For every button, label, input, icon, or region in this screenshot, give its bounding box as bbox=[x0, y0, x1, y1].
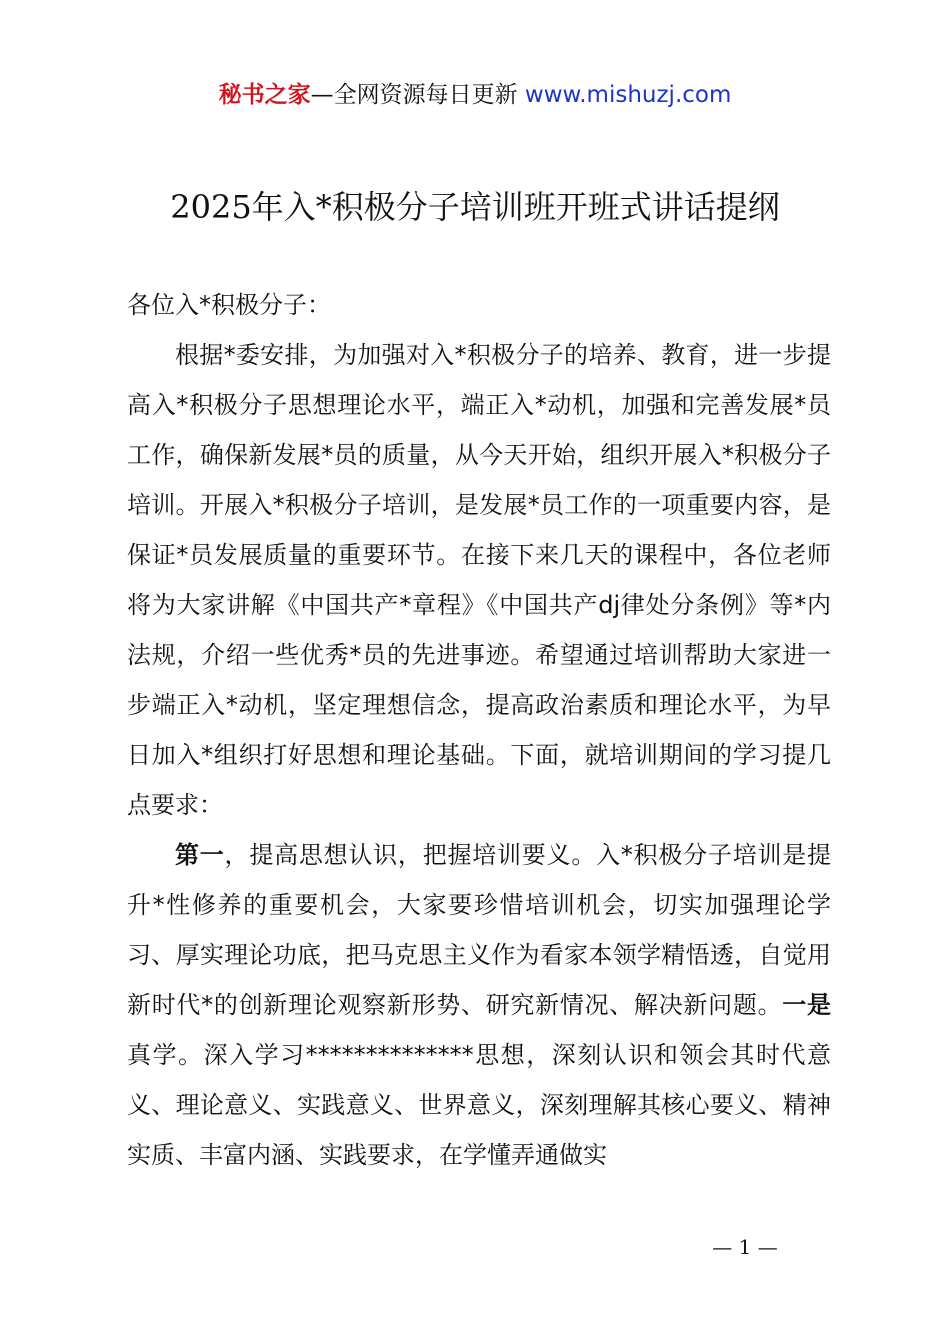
paragraph-intro: 根据*委安排，为加强对入*积极分子的培养、教育，进一步提高入*积极分子思想理论水平，端正入*动机，加强和完善发展*员工作，确保新发展*员的质量，从今天开始，组织开展入*积极分子培训。开展入*积极分子培训，是发展*员工作的一项重要内容，是保证*员发展质量的重要环节。在接下来几天的课程中，各位老师将为大家讲解《中国共产*章程》《中国共产dj律处分条例》等*内法规，介绍一些优秀*员的先进事迹。希望通过培训帮助大家进一步端正入*动机，坚定理想信念，提高政治素质和理论水平，为早日加入*组织打好思想和理论基础。下面，就培训期间的学习提几点要求： bbox=[127, 341, 831, 819]
document-title: 2025年入*积极分子培训班开班式讲话提纲 bbox=[170, 188, 780, 226]
document-body bbox=[127, 280, 831, 1180]
point-1-sub-lead: 一是 bbox=[782, 991, 832, 1019]
brand-name: 秘书之家 bbox=[218, 82, 311, 108]
salutation: 各位入*积极分子： bbox=[127, 291, 331, 319]
banner-tagline: —全网资源每日更新 bbox=[310, 82, 518, 108]
paragraph-point-1 bbox=[127, 830, 831, 1180]
point-1-text: ，提高思想认识，把握培训要义。入*积极分子培训是提升*性修养的重要机会，大家要珍惜培训机会，切实加强理论学习、厚实理论功底，把马克思主义作为看家本领学精悟透，自觉用新时代*的创新理论观察新形势、研究新情况、解决新问题。 bbox=[127, 841, 832, 1019]
page-number: — 1 — bbox=[712, 1235, 778, 1259]
site-url-link[interactable]: www.mishuzj.com bbox=[524, 82, 732, 108]
point-1-sub-text: 真学。深入学习**************思想，深刻认识和领会其时代意义、理论意义、实践意义、世界意义，深刻理解其核心要义、精神实质、丰富内涵、实践要求，在学懂弄通做实 bbox=[127, 1041, 831, 1169]
point-1-lead: 第一 bbox=[175, 841, 225, 869]
site-banner bbox=[0, 78, 950, 112]
